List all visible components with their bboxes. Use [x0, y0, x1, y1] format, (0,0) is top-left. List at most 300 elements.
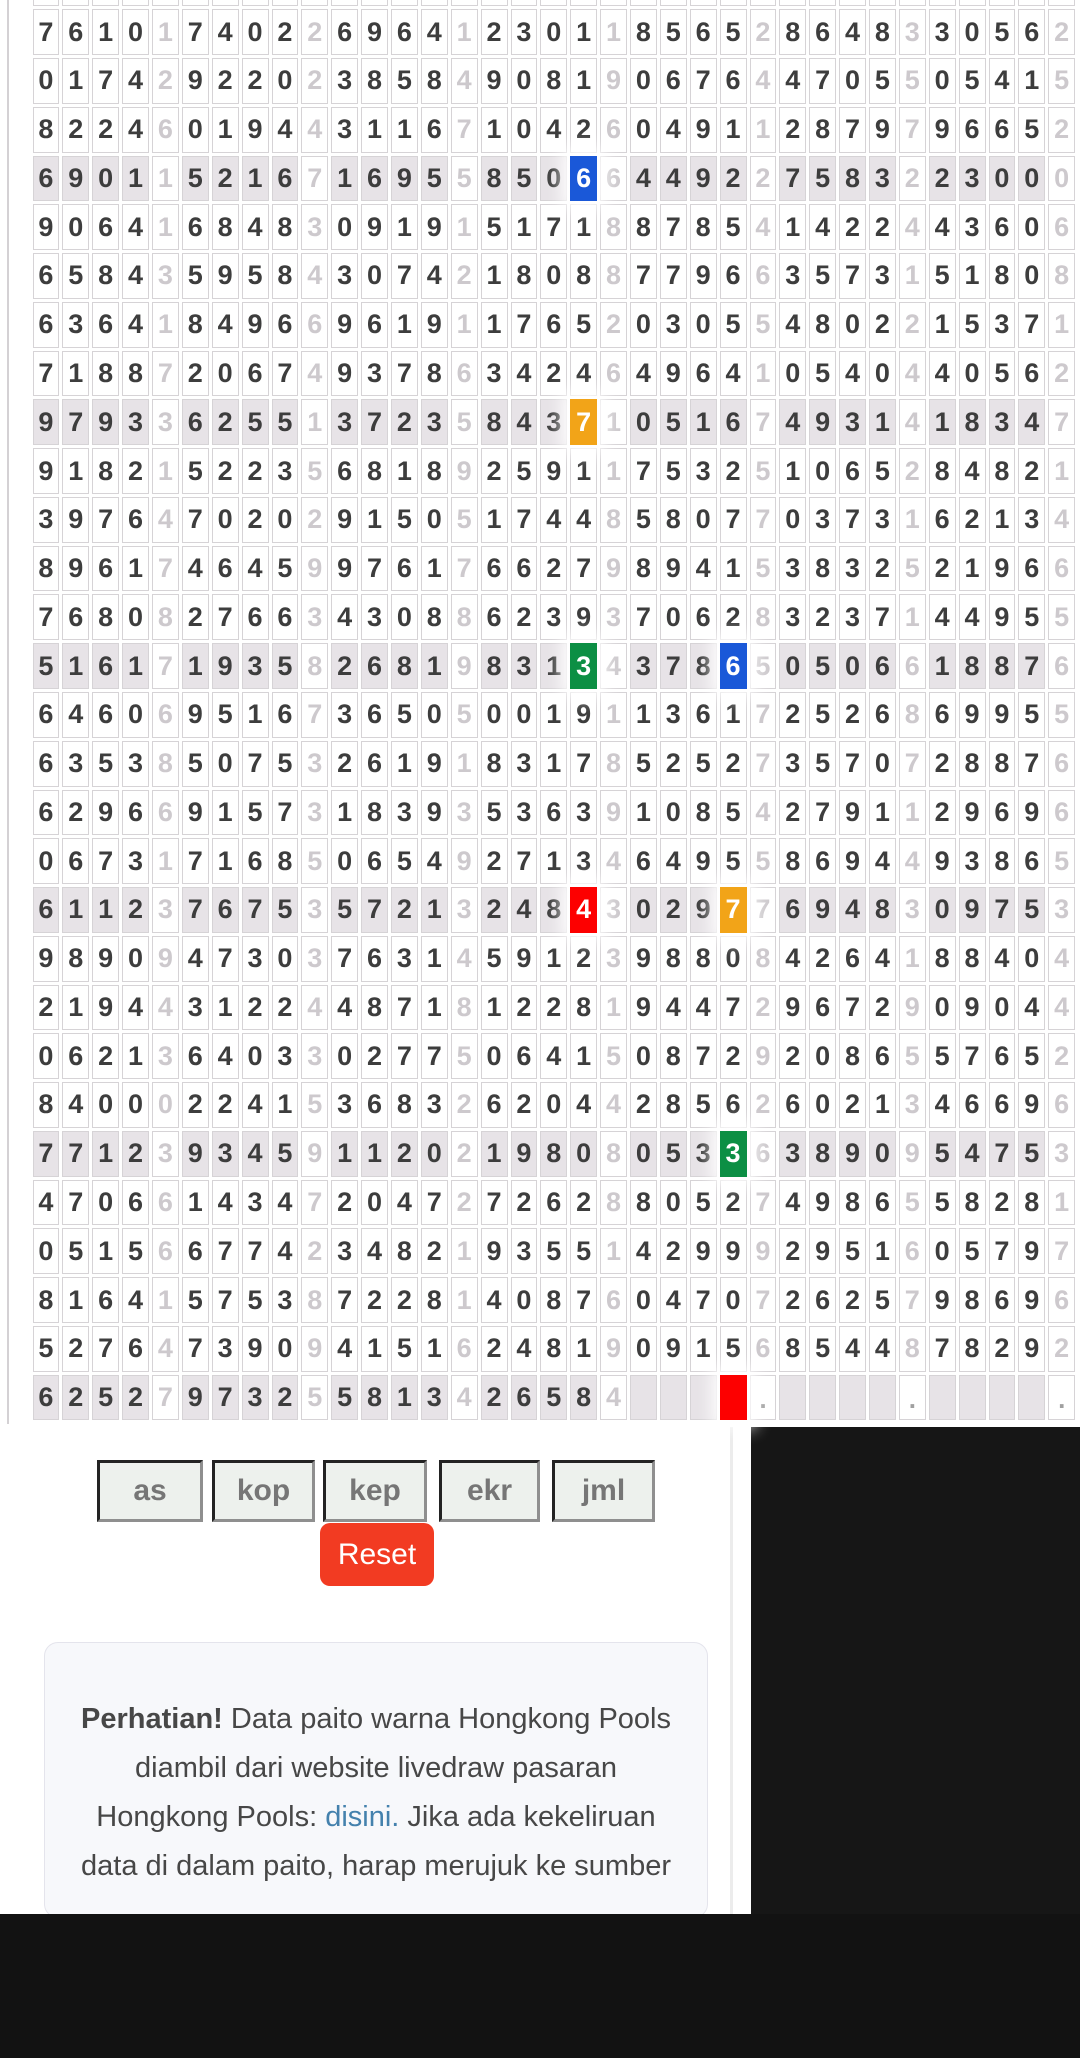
paito-sum-cell: 9 [151, 934, 181, 983]
paito-digit-cell: 4 [838, 1324, 868, 1373]
paito-sum-cell: 7 [748, 690, 778, 739]
paito-digit-cell: 2 [927, 154, 957, 203]
paito-digit-cell: 8 [778, 8, 808, 57]
paito-digit-cell: 0 [957, 8, 987, 57]
paito-digit-cell: 9 [688, 105, 718, 154]
reset-button[interactable]: Reset [320, 1523, 434, 1586]
paito-digit-cell: 2 [91, 1032, 121, 1081]
paito-digit-cell: 8 [957, 1324, 987, 1373]
paito-digit-cell: 8 [479, 154, 509, 203]
paito-digit-cell: 5 [718, 300, 748, 349]
paito-digit-cell: 2 [121, 1373, 151, 1422]
paito-digit-cell: 6 [1017, 544, 1047, 593]
paito-digit-cell: 0 [210, 349, 240, 398]
paito-row [31, 1129, 1077, 1178]
paito-digit-cell: 0 [927, 886, 957, 935]
paito-digit-cell: 5 [808, 349, 838, 398]
paito-digit-cell: 3 [688, 447, 718, 496]
paito-digit-cell: 8 [360, 788, 390, 837]
paito-digit-cell [240, 0, 270, 8]
paito-digit-cell: 6 [31, 690, 61, 739]
paito-digit-cell: 5 [987, 8, 1017, 57]
paito-digit-cell [330, 0, 360, 8]
paito-digit-cell: 7 [419, 1178, 449, 1227]
paito-sum-cell: 4 [897, 398, 927, 447]
paito-sum-cell: 7 [748, 495, 778, 544]
paito-digit-cell: 6 [957, 1081, 987, 1130]
paito-digit-cell: 6 [927, 495, 957, 544]
paito-digit-cell: 5 [539, 1227, 569, 1276]
paito-digit-cell: 6 [479, 593, 509, 642]
paito-digit-cell: 2 [390, 1276, 420, 1325]
paito-sum-cell: 4 [599, 1373, 629, 1422]
paito-digit-cell: 0 [1017, 934, 1047, 983]
paito-digit-cell: 0 [539, 8, 569, 57]
paito-digit-cell: 6 [270, 300, 300, 349]
paito-row [31, 57, 1077, 106]
paito-digit-cell: 3 [419, 1373, 449, 1422]
paito-digit-cell: 4 [629, 1227, 659, 1276]
paito-digit-cell: 5 [390, 1324, 420, 1373]
paito-digit-cell: 6 [121, 495, 151, 544]
paito-digit-cell: 8 [927, 447, 957, 496]
paito-sum-cell: 9 [748, 1227, 778, 1276]
paito-sum-cell: 2 [748, 8, 778, 57]
paito-digit-cell: 1 [240, 690, 270, 739]
paito-row [31, 642, 1077, 691]
paito-digit-cell: 1 [629, 788, 659, 837]
paito-digit-cell: 0 [658, 788, 688, 837]
paito-digit-cell: 2 [808, 593, 838, 642]
paito-digit-cell: 0 [629, 886, 659, 935]
paito-digit-cell: 3 [270, 1032, 300, 1081]
paito-digit-cell: 0 [658, 593, 688, 642]
paito-digit-cell: 6 [479, 1081, 509, 1130]
paito-digit-cell: 3 [778, 1129, 808, 1178]
paito-digit-cell: 4 [509, 1324, 539, 1373]
paito-digit-cell: 5 [270, 642, 300, 691]
paito-digit-cell: 0 [957, 349, 987, 398]
paito-digit-cell: 4 [390, 1178, 420, 1227]
paito-sum-cell: 3 [599, 934, 629, 983]
paito-digit-cell: 6 [419, 105, 449, 154]
paito-sum-cell: 6 [599, 1276, 629, 1325]
paito-digit-cell: 1 [270, 1081, 300, 1130]
paito-digit-cell: 1 [539, 837, 569, 886]
paito-digit-cell [927, 1373, 957, 1422]
paito-sum-cell: 5 [748, 300, 778, 349]
paito-digit-cell: 5 [658, 398, 688, 447]
paito-digit-cell: 7 [509, 495, 539, 544]
paito-digit-cell: 1 [629, 690, 659, 739]
paito-sum-cell: 1 [449, 300, 479, 349]
paito-digit-cell [419, 0, 449, 8]
paito-digit-cell: 0 [419, 495, 449, 544]
paito-digit-cell: 3 [210, 1129, 240, 1178]
paito-table[interactable] [31, 0, 1077, 1422]
paito-digit-cell: 0 [61, 203, 91, 252]
paito-digit-cell: 2 [210, 398, 240, 447]
paito-row [31, 349, 1077, 398]
paito-digit-cell: 8 [390, 642, 420, 691]
paito-digit-cell: 5 [180, 739, 210, 788]
paito-row [31, 8, 1077, 57]
paito-digit-cell: 1 [419, 934, 449, 983]
paito-digit-cell: 6 [718, 57, 748, 106]
content-column-edge [730, 1427, 733, 1914]
paito-row [31, 690, 1077, 739]
paito-digit-cell: 2 [838, 690, 868, 739]
paito-digit-cell: 2 [479, 8, 509, 57]
paito-sum-cell: 6 [1047, 788, 1077, 837]
paito-sum-cell: 3 [897, 1081, 927, 1130]
paito-digit-cell: 4 [688, 544, 718, 593]
paito-digit-cell: 6 [121, 788, 151, 837]
paito-digit-cell: 6 [91, 544, 121, 593]
paito-digit-cell: 7 [868, 593, 898, 642]
paito-digit-cell: 9 [688, 886, 718, 935]
paito-digit-cell: 8 [957, 739, 987, 788]
paito-digit-cell: 4 [270, 1227, 300, 1276]
paito-digit-cell: 5 [927, 1032, 957, 1081]
paito-digit-cell: 2 [390, 398, 420, 447]
paito-digit-cell: 8 [957, 1178, 987, 1227]
paito-digit-cell: 3 [838, 398, 868, 447]
paito-digit-cell [390, 0, 420, 8]
paito-digit-cell: 2 [509, 983, 539, 1032]
paito-digit-cell: 8 [360, 1373, 390, 1422]
paito-digit-cell: 4 [868, 837, 898, 886]
paito-sum-cell: 6 [1047, 739, 1077, 788]
paito-digit-cell: 2 [509, 1081, 539, 1130]
paito-digit-cell: 4 [987, 934, 1017, 983]
paito-digit-cell: 0 [509, 690, 539, 739]
paito-digit-cell: 0 [539, 154, 569, 203]
paito-digit-cell: 8 [957, 1276, 987, 1325]
paito-sum-cell: 9 [599, 788, 629, 837]
paito-digit-cell: 0 [808, 1081, 838, 1130]
paito-sum-cell: 6 [151, 105, 181, 154]
paito-digit-cell: 3 [270, 447, 300, 496]
paito-digit-cell [688, 1373, 718, 1422]
paito-digit-cell: 5 [31, 642, 61, 691]
paito-digit-cell: 1 [718, 105, 748, 154]
paito-digit-cell: 4 [838, 349, 868, 398]
paito-digit-cell: 4 [539, 105, 569, 154]
disini-link[interactable]: disini. [325, 1801, 400, 1833]
paito-digit-cell: 1 [360, 1324, 390, 1373]
paito-digit-cell: 1 [957, 252, 987, 301]
paito-digit-cell: 7 [838, 105, 868, 154]
paito-digit-cell: 4 [419, 252, 449, 301]
paito-digit-cell: 3 [330, 1227, 360, 1276]
paito-sum-cell: 4 [748, 203, 778, 252]
paito-sum-cell: 8 [599, 1129, 629, 1178]
paito-digit-cell: 5 [31, 1324, 61, 1373]
paito-digit-cell: 5 [270, 886, 300, 935]
paito-digit-cell: 9 [868, 105, 898, 154]
paito-digit-cell: 2 [838, 1276, 868, 1325]
paito-digit-cell [1017, 1373, 1047, 1422]
paito-digit-cell: 9 [1017, 1324, 1047, 1373]
paito-digit-cell: 1 [868, 1227, 898, 1276]
paito-sum-cell: 5 [300, 1373, 330, 1422]
paito-digit-cell: 7 [688, 1032, 718, 1081]
paito-sum-cell: 2 [151, 57, 181, 106]
paito-digit-cell: 7 [390, 1032, 420, 1081]
paito-digit-cell: 5 [390, 57, 420, 106]
paito-digit-cell: 5 [330, 886, 360, 935]
paito-digit-cell: 0 [868, 1129, 898, 1178]
paito-digit-cell: 5 [927, 1178, 957, 1227]
paito-sum-cell: 2 [300, 8, 330, 57]
paito-digit-cell: 0 [419, 690, 449, 739]
paito-digit-cell: 2 [868, 983, 898, 1032]
paito-digit-cell: 1 [121, 1032, 151, 1081]
paito-digit-cell: 3 [330, 252, 360, 301]
paito-digit-cell: 0 [121, 690, 151, 739]
paito-sum-cell: 5 [449, 690, 479, 739]
paito-sum-cell [748, 0, 778, 8]
paito-digit-cell: 9 [987, 690, 1017, 739]
paito-digit-cell: 3 [240, 1178, 270, 1227]
paito-digit-cell: 5 [868, 1276, 898, 1325]
paito-digit-cell: 6 [31, 788, 61, 837]
paito-digit-cell [658, 0, 688, 8]
paito-digit-cell: 9 [91, 983, 121, 1032]
paito-digit-cell: 8 [390, 1081, 420, 1130]
paito-digit-cell: 2 [121, 886, 151, 935]
paito-digit-cell: 7 [569, 544, 599, 593]
paito-row [31, 934, 1077, 983]
paito-digit-cell: 9 [808, 886, 838, 935]
paito-digit-cell: 1 [121, 154, 151, 203]
paito-digit-cell: 1 [927, 300, 957, 349]
paito-sum-cell: 8 [748, 593, 778, 642]
paito-digit-cell: 3 [987, 398, 1017, 447]
paito-digit-cell: 7 [31, 8, 61, 57]
paito-sum-cell: 1 [599, 398, 629, 447]
paito-digit-cell: 0 [1017, 203, 1047, 252]
paito-digit-cell: 4 [419, 8, 449, 57]
paito-digit-cell: 9 [569, 593, 599, 642]
paito-digit-cell: 8 [539, 1276, 569, 1325]
filter-button-bar [97, 1460, 655, 1522]
paito-digit-cell: 9 [91, 934, 121, 983]
paito-digit-cell: 6 [31, 739, 61, 788]
paito-digit-cell: 5 [957, 300, 987, 349]
paito-digit-cell: 5 [240, 398, 270, 447]
paito-digit-cell: 6 [91, 203, 121, 252]
paito-digit-cell: 2 [569, 1178, 599, 1227]
paito-digit-cell: 5 [658, 447, 688, 496]
paito-digit-cell: 3 [629, 642, 659, 691]
paito-sum-cell: 2 [748, 983, 778, 1032]
paito-highlight-cell [718, 1373, 748, 1422]
paito-row [31, 300, 1077, 349]
paito-digit-cell: 9 [240, 105, 270, 154]
paito-digit-cell: 9 [180, 57, 210, 106]
paito-digit-cell: 2 [61, 105, 91, 154]
kep-button[interactable]: kep [323, 1460, 427, 1522]
paito-sum-cell: 1 [748, 105, 778, 154]
paito-digit-cell: 5 [270, 398, 300, 447]
paito-digit-cell [539, 0, 569, 8]
ekr-button[interactable]: ekr [439, 1460, 540, 1522]
paito-digit-cell: 3 [240, 1373, 270, 1422]
paito-digit-cell: 4 [539, 495, 569, 544]
paito-digit-cell: 6 [868, 642, 898, 691]
paito-sum-cell: 3 [151, 886, 181, 935]
paito-row [31, 544, 1077, 593]
paito-sum-cell: 2 [300, 57, 330, 106]
paito-sum-cell: 5 [748, 837, 778, 886]
paito-sum-cell: 2 [897, 447, 927, 496]
paito-digit-cell: 6 [987, 203, 1017, 252]
paito-digit-cell [987, 1373, 1017, 1422]
paito-digit-cell: 4 [778, 934, 808, 983]
paito-digit-cell: 8 [688, 788, 718, 837]
paito-sum-cell: 8 [300, 642, 330, 691]
paito-digit-cell: 2 [240, 495, 270, 544]
paito-digit-cell: 3 [360, 593, 390, 642]
paito-digit-cell: 9 [91, 398, 121, 447]
paito-digit-cell [868, 0, 898, 8]
paito-digit-cell: 7 [957, 1032, 987, 1081]
paito-digit-cell: 6 [390, 544, 420, 593]
paito-digit-cell: 6 [31, 252, 61, 301]
paito-digit-cell: 3 [808, 495, 838, 544]
paito-digit-cell: 5 [539, 1373, 569, 1422]
paito-digit-cell: 1 [509, 203, 539, 252]
paito-sum-cell: 5 [599, 1032, 629, 1081]
paito-digit-cell: 6 [61, 1032, 91, 1081]
kop-button[interactable]: kop [212, 1460, 315, 1522]
paito-digit-cell: 0 [629, 1324, 659, 1373]
paito-digit-cell: 2 [718, 593, 748, 642]
paito-digit-cell: 3 [868, 154, 898, 203]
paito-digit-cell: 1 [539, 690, 569, 739]
paito-digit-cell: 8 [688, 934, 718, 983]
paito-digit-cell: 8 [838, 1178, 868, 1227]
paito-digit-cell: 5 [688, 739, 718, 788]
paito-digit-cell: 1 [688, 398, 718, 447]
paito-digit-cell: 5 [629, 739, 659, 788]
paito-sum-cell: 1 [151, 8, 181, 57]
paito-digit-cell: 7 [180, 1324, 210, 1373]
paito-digit-cell: 7 [210, 1276, 240, 1325]
paito-digit-cell: 2 [509, 593, 539, 642]
jml-button[interactable]: jml [552, 1460, 655, 1522]
paito-digit-cell: 3 [509, 739, 539, 788]
paito-digit-cell: 5 [91, 1373, 121, 1422]
paito-sum-cell: 3 [151, 398, 181, 447]
paito-sum-cell: 1 [1047, 300, 1077, 349]
paito-digit-cell: 9 [957, 690, 987, 739]
paito-digit-cell: 4 [121, 203, 151, 252]
paito-digit-cell: 4 [270, 105, 300, 154]
paito-digit-cell: 0 [778, 349, 808, 398]
paito-digit-cell: 1 [91, 1227, 121, 1276]
paito-digit-cell: 8 [808, 1129, 838, 1178]
paito-digit-cell: 5 [927, 1129, 957, 1178]
paito-digit-cell: 3 [210, 1324, 240, 1373]
paito-sum-cell: 7 [449, 105, 479, 154]
paito-digit-cell: 3 [539, 398, 569, 447]
paito-digit-cell: 8 [91, 447, 121, 496]
paito-digit-cell: 8 [778, 1324, 808, 1373]
paito-sum-cell: 9 [748, 1032, 778, 1081]
paito-sum-cell: 6 [151, 690, 181, 739]
paito-digit-cell: 5 [718, 203, 748, 252]
paito-digit-cell: 6 [240, 349, 270, 398]
paito-digit-cell: 3 [838, 544, 868, 593]
paito-digit-cell: 2 [658, 1227, 688, 1276]
paito-digit-cell: 9 [180, 690, 210, 739]
paito-digit-cell: 8 [419, 57, 449, 106]
paito-sum-cell: 8 [449, 593, 479, 642]
paito-digit-cell: 8 [658, 1081, 688, 1130]
paito-digit-cell: 2 [509, 1178, 539, 1227]
paito-sum-cell: 6 [1047, 544, 1077, 593]
paito-sum-cell: 9 [449, 642, 479, 691]
paito-digit-cell: 6 [1017, 837, 1047, 886]
paito-sum-cell: 3 [599, 593, 629, 642]
paito-sum-cell: 5 [748, 544, 778, 593]
paito-digit-cell [778, 1373, 808, 1422]
paito-digit-cell: 5 [868, 447, 898, 496]
paito-digit-cell: 7 [91, 495, 121, 544]
paito-digit-cell: 5 [180, 447, 210, 496]
paito-row [31, 1227, 1077, 1276]
paito-digit-cell: 8 [539, 1129, 569, 1178]
paito-digit-cell: 2 [927, 739, 957, 788]
paito-digit-cell: 6 [91, 300, 121, 349]
paito-sum-cell: 3 [151, 252, 181, 301]
paito-digit-cell: 4 [987, 57, 1017, 106]
as-button[interactable]: as [97, 1460, 203, 1522]
paito-digit-cell: 8 [957, 934, 987, 983]
paito-digit-cell: 1 [61, 983, 91, 1032]
paito-digit-cell: 9 [838, 1129, 868, 1178]
paito-digit-cell: 2 [210, 154, 240, 203]
paito-digit-cell: 1 [61, 447, 91, 496]
paito-sum-cell: 6 [897, 642, 927, 691]
paito-sum-cell: 5 [897, 544, 927, 593]
paito-digit-cell: 3 [330, 57, 360, 106]
paito-digit-cell: 9 [330, 544, 360, 593]
paito-highlight-cell: 6 [718, 642, 748, 691]
paito-digit-cell: 2 [569, 105, 599, 154]
paito-digit-cell: 2 [360, 1032, 390, 1081]
paito-digit-cell: 1 [360, 105, 390, 154]
paito-digit-cell: 6 [808, 837, 838, 886]
paito-digit-cell: 4 [658, 837, 688, 886]
paito-sum-cell: 1 [897, 788, 927, 837]
paito-digit-cell: 2 [718, 1178, 748, 1227]
paito-digit-cell: 9 [808, 1227, 838, 1276]
paito-digit-cell: 1 [390, 447, 420, 496]
paito-digit-cell: 1 [569, 1324, 599, 1373]
paito-digit-cell: 0 [688, 300, 718, 349]
paito-digit-cell: 7 [270, 788, 300, 837]
paito-digit-cell: 2 [539, 349, 569, 398]
paito-digit-cell: 2 [270, 1373, 300, 1422]
paito-digit-cell: 8 [957, 642, 987, 691]
paito-digit-cell: 5 [61, 252, 91, 301]
paito-digit-cell: 4 [778, 57, 808, 106]
paito-sum-cell: 4 [151, 495, 181, 544]
